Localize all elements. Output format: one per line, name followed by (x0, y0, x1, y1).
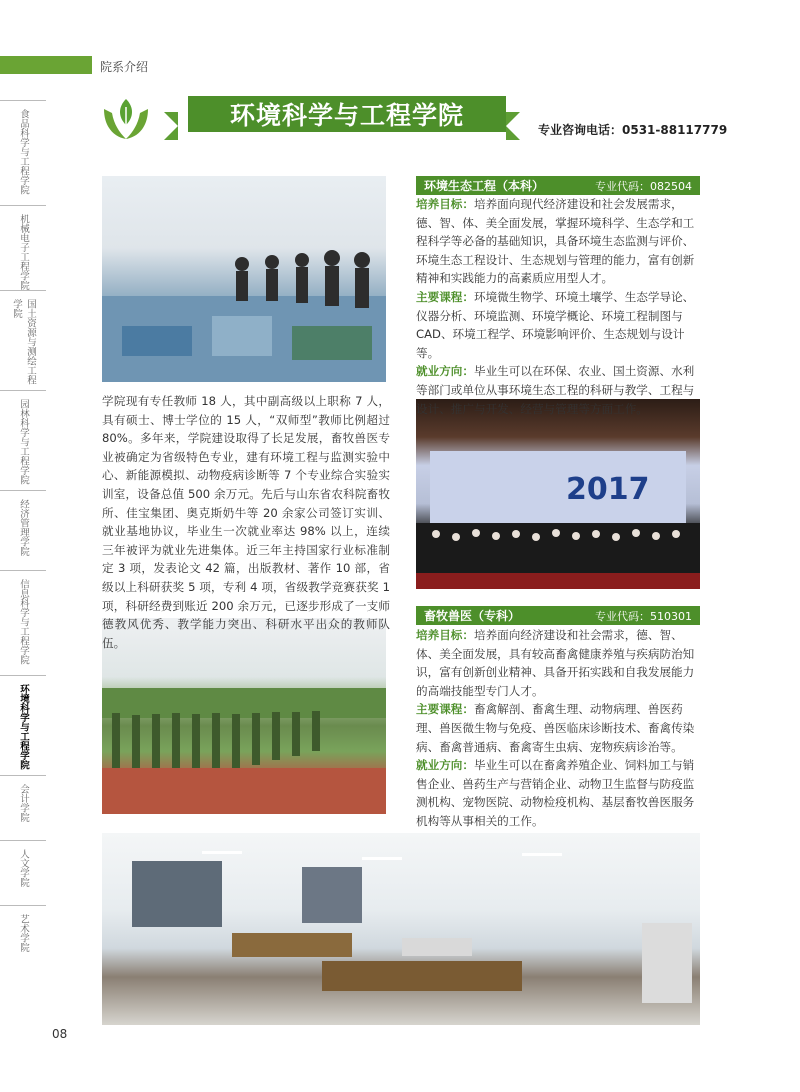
program-body-animal-vet (416, 626, 704, 831)
career-key: 就业方向： (416, 364, 474, 379)
side-nav-item[interactable] (0, 390, 46, 491)
program-header-env-eco (416, 176, 700, 195)
courses-key: 主要课程： (416, 702, 474, 717)
goal-text: 培养面向经济建设和社会需求，德、智、体、美全面发展，具有较高畜禽健康养殖与疾病防治知识，富有创新创业精神、具备开拓实践和自我发展能力的高端技能型专门人才。 (416, 628, 695, 698)
side-nav-label: 国土资源与测绘工程学院 (11, 299, 36, 385)
career-key: 就业方向： (416, 758, 474, 773)
side-nav-item[interactable] (0, 100, 46, 206)
side-nav-label: 环境科学与工程学院 (18, 684, 29, 770)
campus-model-photo (102, 176, 386, 382)
goal-key: 培养目标： (416, 197, 474, 211)
program-body-env-eco (416, 195, 704, 418)
goal-key: 培养目标： (416, 628, 474, 642)
laboratory-photo (102, 833, 700, 1025)
side-nav-label: 经济管理学院 (18, 499, 29, 556)
consult-hotline: 专业咨询电话：0531-88117779 (538, 123, 728, 137)
side-nav-item[interactable] (0, 290, 46, 391)
side-nav-label: 机械电子工程学院 (18, 214, 29, 290)
side-nav-item[interactable] (0, 675, 46, 776)
side-nav-label: 食品科学与工程学院 (18, 109, 29, 195)
section-label: 院系介绍 (100, 60, 149, 74)
side-nav-label: 园林科学与工程学院 (18, 399, 29, 485)
career-text: 毕业生可以在畜禽养殖企业、饲料加工与销售企业、兽药生产与营销企业、动物卫生监督与防疫监测机构、宠物医院、动物检疫机构、基层畜牧兽医服务机构等从事相关的工作。 (416, 758, 695, 828)
college-intro: 学院现有专任教师 18 人，其中副高级以上职称 7 人，具有硕士、博士学位的 15 人，“双师型”教师比例超过 80%。多年来，学院建设取得了长足发展，畜牧兽医专业被确定为省级特色专业，建有环境工程与监测实验中心、新能源模拟、动物疫病诊断等 7 个专业综合实验实训室，设备总值 500 余万元。先后与山东省农科院畜牧所、佳宝集团、奥克斯奶牛等 20 余家公司签订实训、就业基地协议，毕业生一次就业率达 98% 以上，连续三年被评为就业先进集体。近三年主持国家行业标准制定 3 项，发表论文 42 篇，出版教材、著作 10 部，省级以上科研获奖 5 项，专利 4 项，省级教学竞赛获奖 1 项，科研经费到账近 200 余万元，已逐步形成了一支师德教风优秀、教学能力突出、科研水平出众的教师队伍。 (102, 394, 390, 650)
ribbon-tail-left (164, 112, 178, 140)
svg-text:2017: 2017 (566, 472, 650, 507)
courses-key: 主要课程： (416, 289, 474, 304)
program-name: 畜牧兽医（专科） (424, 609, 521, 623)
new-year-gala-photo (416, 399, 700, 589)
program-code: 专业代码：082504 (595, 179, 692, 193)
courses-text: 畜禽解剖、畜禽生理、动物病理、兽医药理、兽医微生物与免疫、兽医临床诊断技术、畜禽传染病、畜禽普通病、畜禽寄生虫病、宠物疾病诊治等。 (416, 702, 695, 754)
page-number: 08 (52, 1027, 68, 1041)
ribbon-tail-right (506, 112, 520, 140)
side-nav-label: 人文学院 (18, 849, 29, 887)
side-nav-item[interactable] (0, 840, 46, 906)
program-code: 专业代码：510301 (595, 609, 692, 623)
side-nav-item[interactable] (0, 570, 46, 676)
section-tab (0, 56, 92, 74)
program-name: 环境生态工程（本科） (424, 179, 545, 193)
side-nav-label: 艺术学院 (18, 914, 29, 952)
goal-text: 培养面向现代经济建设和社会发展需求，德、智、体、美全面发展，掌握环境科学、生态学和工程科学等必备的基础知识，具备环境生态监测与评价、环境生态工程设计、生态规划与管理的能力，富有创新精神和实践能力的高素质应用型人才。 (416, 197, 695, 286)
courses-text: 环境微生物学、环境土壤学、生态学导论、仪器分析、环境监测、环境学概论、环境工程制图与 CAD、环境工程学、环境影响评价、生态规划与设计等。 (416, 289, 695, 360)
career-text: 毕业生可以在环保、农业、国土资源、水利等部门或单位从事环境生态工程的科研与教学、工程与设计、推广与开发、经营与管理等方面工作。 (416, 364, 695, 416)
side-nav-item[interactable] (0, 905, 46, 966)
program-header-animal-vet (416, 606, 700, 625)
side-nav-item[interactable] (0, 775, 46, 841)
side-nav-item[interactable] (0, 205, 46, 291)
side-nav-label: 会计学院 (18, 784, 29, 822)
leaf-hands-logo-icon (100, 95, 152, 143)
side-nav-label: 信息科学与工程学院 (18, 579, 29, 665)
side-nav-item[interactable] (0, 490, 46, 571)
page-title: 环境科学与工程学院 (188, 96, 506, 132)
